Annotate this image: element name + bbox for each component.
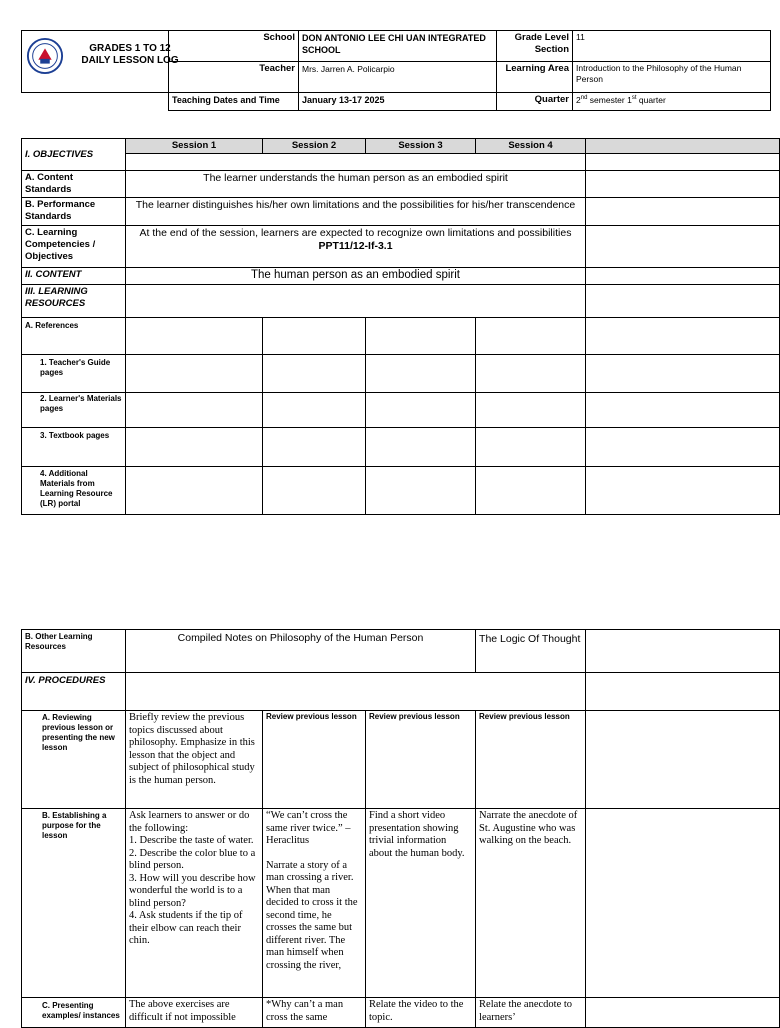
objectives-blank [126,154,586,171]
teacher-value: Mrs. Jarren A. Policarpio [299,62,497,93]
procedure-a-session1: Briefly review the previous topics discussed about philosophy. Emphasize in this lesson that the object and subject of philosophical study is the human person. [126,711,263,809]
procedure-a-session4: Review previous lesson [476,711,586,809]
competencies-cell [126,226,586,268]
lesson-table-2 [21,629,780,1028]
other-resources-label: B. Other Learning Resources [22,630,126,673]
content-heading: II. CONTENT [22,268,126,285]
procedure-c-session4: Relate the anecdote to learners’ [476,998,586,1028]
competency-code: PPT11/12-If-3.1 [318,240,393,252]
procedure-c-session2: *Why can’t a man cross the same [263,998,366,1028]
session-3-header: Session 3 [366,139,476,154]
procedure-a-session3: Review previous lesson [366,711,476,809]
procedure-b-session4: Narrate the anecdote of St. Augustine who was walking on the beach. [476,809,586,998]
procedure-b-label: B. Establishing a purpose for the lesson [22,809,126,998]
learning-area-value: Introduction to the Philosophy of the Human Person [573,62,771,93]
grade-level-label: Grade Level [514,32,569,43]
content-standards-value: The learner understands the human person as an embodied spirit [126,171,586,198]
other-resources-value: Compiled Notes on Philosophy of the Human Person [126,630,476,673]
procedure-c-label: C. Presenting examples/ instances [22,998,126,1028]
content-value: The human person as an embodied spirit [126,268,586,285]
school-value: DON ANTONIO LEE CHI UAN INTEGRATED SCHOOL [299,31,497,62]
procedures-heading: IV. PROCEDURES [22,673,126,711]
session-1-header: Session 1 [126,139,263,154]
session-extra-header [586,139,780,154]
content-standards-label: A. Content Standards [22,171,126,198]
section-label: Section [534,44,569,55]
competencies-label: C. Learning Competencies / Objectives [22,226,126,268]
procedure-b-session3: Find a short video presentation showing trivial information about the human body. [366,809,476,998]
references-label: A. References [22,318,126,355]
procedure-b-session1: Ask learners to answer or do the following: 1. Describe the taste of water. 2. Describe the color blue to a blind person. 3. How will you describe how wonderful the world is to a blind person? 4. Ask students if the tip of their elbow can reach their chin. [126,809,263,998]
deped-seal-icon [26,37,64,75]
other-resources-session4: The Logic Of Thought [476,630,586,673]
learning-resources-heading: III. LEARNING RESOURCES [22,285,126,318]
learners-materials-label: 2. Learner's Materials pages [22,393,126,428]
session-4-header: Session 4 [476,139,586,154]
grade-value: 11 [573,31,771,62]
procedure-c-session1: The above exercises are difficult if not impossible [126,998,263,1028]
additional-materials-label: 4. Additional Materials from Learning Resource (LR) portal [22,467,126,515]
quarter-label: Quarter [497,93,573,111]
session-2-header: Session 2 [263,139,366,154]
procedure-c-session3: Relate the video to the topic. [366,998,476,1028]
log-title-line1: GRADES 1 TO 12 [89,43,171,54]
objectives-heading: I. OBJECTIVES [22,139,126,171]
performance-standards-label: B. Performance Standards [22,198,126,226]
dates-label: Teaching Dates and Time [169,93,299,111]
learning-area-label: Learning Area [497,62,573,93]
header-table [21,30,771,111]
grade-section-label [497,31,573,62]
lesson-table-1 [21,138,780,515]
procedure-b-session2: “We can’t cross the same river twice.” –Heraclitus Narrate a story of a man crossing a river. When that man decided to cross it the second time, he crosses the same but different river. The man himself when crossing the river, [263,809,366,998]
procedure-a-session2: Review previous lesson [263,711,366,809]
log-title-line2: DAILY LESSON LOG [81,55,179,66]
teachers-guide-label: 1. Teacher's Guide pages [22,355,126,393]
procedure-a-label: A. Reviewing previous lesson or presenting the new lesson [22,711,126,809]
competencies-value: At the end of the session, learners are expected to recognize own limitations and possibilities [139,227,572,239]
performance-standards-value: The learner distinguishes his/her own limitations and the possibilities for his/her transcendence [126,198,586,226]
school-label: School [169,31,299,62]
teacher-label: Teacher [169,62,299,93]
textbook-label: 3. Textbook pages [22,428,126,467]
logo-cell [22,31,179,93]
dates-value: January 13-17 2025 [299,93,497,111]
quarter-value: 2nd semester 1st quarter [573,93,771,111]
